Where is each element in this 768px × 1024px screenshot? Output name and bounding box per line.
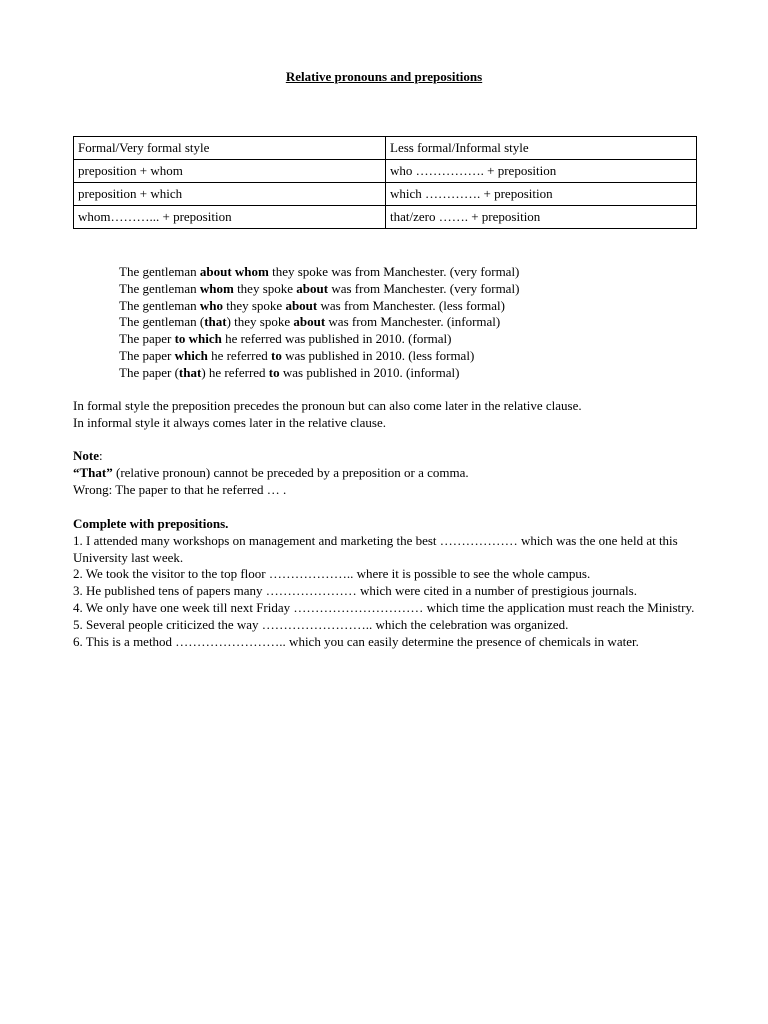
note-heading: Note:: [73, 448, 103, 463]
example-sentence: The gentleman whom they spoke about was from Manchester. (very formal): [119, 280, 520, 296]
table-cell: who ……………. + preposition: [386, 160, 697, 183]
exercise-item: 1. I attended many workshops on management and marketing the best ……………… which was the one held at this University last week.: [73, 532, 678, 565]
table-header-row: [74, 137, 697, 160]
example-sentence: The gentleman about whom they spoke was from Manchester. (very formal): [119, 264, 520, 279]
table-row: [74, 183, 697, 206]
exercise-item: 3. He published tens of papers many ………………… which were cited in a number of prestigious journals.: [73, 583, 637, 599]
exercise-item: 6. This is a method …………………….. which you can easily determine the presence of chemicals in water.: [73, 633, 639, 649]
exercise-section: [73, 516, 713, 650]
styles-table: [73, 136, 697, 229]
table-row: [74, 160, 697, 183]
table-cell: preposition + whom: [74, 160, 386, 183]
example-sentence: The gentleman (that) they spoke about was from Manchester. (informal): [119, 314, 501, 330]
example-sentence: The paper which he referred to was published in 2010. (less formal): [119, 347, 475, 363]
example-sentences: [119, 264, 519, 382]
page-title: Relative pronouns and prepositions: [285, 69, 483, 84]
explanation-line: In informal style it always comes later in the relative clause.: [73, 414, 386, 430]
table-cell: preposition + which: [74, 183, 386, 206]
example-sentence: The gentleman who they spoke about was from Manchester. (less formal): [119, 297, 505, 313]
exercise-item: 5. Several people criticized the way …………………….. which the celebration was organized.: [73, 616, 569, 632]
example-sentence: The paper to which he referred was published in 2010. (formal): [119, 331, 452, 347]
table-header-cell: Formal/Very formal style: [74, 137, 386, 160]
explanation-line: In formal style the preposition precedes the pronoun but can also come later in the relative clause.: [73, 398, 582, 413]
table-cell: which …………. + preposition: [386, 183, 697, 206]
note-section: [73, 448, 713, 498]
explanation-paragraph: [73, 398, 713, 432]
table-cell: that/zero ……. + preposition: [386, 206, 697, 229]
exercise-item: 2. We took the visitor to the top floor ……………….. where it is possible to see the whole campus.: [73, 566, 591, 582]
note-wrong-example: Wrong: The paper to that he referred … .: [73, 481, 287, 497]
example-sentence: The paper (that) he referred to was published in 2010. (informal): [119, 364, 460, 380]
table-header-cell: Less formal/Informal style: [386, 137, 697, 160]
table-row: [74, 206, 697, 229]
table-cell: whom………... + preposition: [74, 206, 386, 229]
exercise-item: 4. We only have one week till next Friday ………………………… which time the application must reach the Ministry.: [73, 599, 695, 615]
note-rule: “That” (relative pronoun) cannot be preceded by a preposition or a comma.: [73, 464, 469, 480]
exercise-heading: Complete with prepositions.: [73, 516, 229, 531]
